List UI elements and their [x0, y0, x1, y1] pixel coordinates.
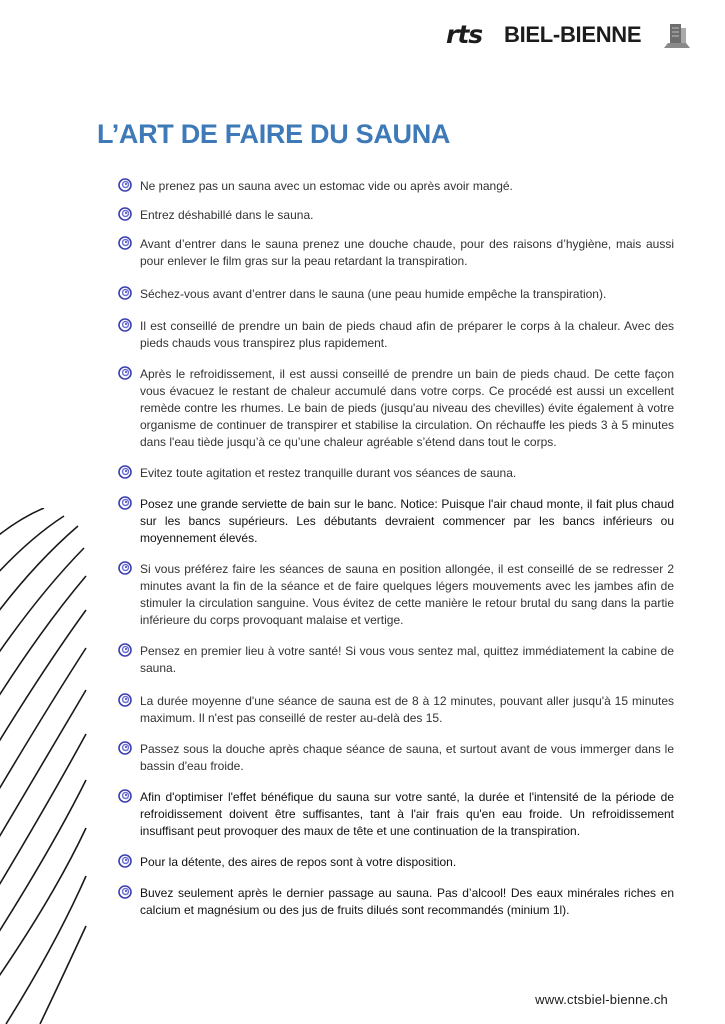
spiral-bullet-icon — [118, 885, 132, 899]
list-item — [118, 286, 674, 303]
spiral-bullet-icon — [118, 496, 132, 510]
spiral-bullet-icon — [118, 366, 132, 380]
list-item — [118, 561, 674, 629]
list-item — [118, 885, 674, 919]
list-item-text: Avant d’entrer dans le sauna prenez une douche chaude, pour des raisons d’hygiène, mais aussi pour enlever le film gras sur la peau retardant la transpiration. — [140, 237, 674, 268]
list-item-text: Il est conseillé de prendre un bain de pieds chaud afin de préparer le corps à la chaleur. Avec des pieds chauds vous transpirez plus rapidement. — [140, 319, 674, 350]
list-item-text: Si vous préférez faire les séances de sauna en position allongée, il est conseillé de se redresser 2 minutes avant la fin de la séance et de faire quelques légers mouvements avec les jambes afin de stimuler la circulation sanguine. Vous évitez de cette manière le retour brutal du sang dans la partie inférieure du corps provoquant malaise et vertige. — [140, 562, 674, 627]
list-item — [118, 741, 674, 775]
list-item-text: Posez une grande serviette de bain sur le banc. Notice: Puisque l'air chaud monte, il fait plus chaud sur les bancs supérieurs. Les débutants devraient commencer par les bancs inférieurs ou moyennement élevés. — [140, 497, 674, 545]
list-item-text: Evitez toute agitation et restez tranquille durant vos séances de sauna. — [140, 466, 517, 480]
list-item-text: Pensez en premier lieu à votre santé! Si vous vous sentez mal, quittez immédiatement la cabine de sauna. — [140, 644, 674, 675]
list-item-text: La durée moyenne d'une séance de sauna est de 8 à 12 minutes, pouvant aller jusqu'à 15 minutes maximum. Il n'est pas conseillé de rester au-delà des 15. — [140, 694, 674, 725]
list-item-text: Passez sous la douche après chaque séance de sauna, et surtout avant de vous immerger dans le bassin d'eau froide. — [140, 742, 674, 773]
list-item — [118, 236, 674, 270]
list-item-text: Après le refroidissement, il est aussi conseillé de prendre un bain de pieds chaud. De cette façon vous évacuez le restant de chaleur accumulé dans votre corps. Ce procédé est aussi un excellent remède contre les rhumes. Le bain de pieds (jusqu'au niveau des chevilles) évite également à votre organisme de continuer de transpirer et stabilise la circulation. On réchauffe les pieds 3 à 5 minutes dans l'eau tiède jusqu’à ce qu’une chaleur agréable s’étend dans tout le corps. — [140, 367, 674, 449]
list-item — [118, 854, 674, 871]
brand-logo — [446, 20, 706, 50]
spiral-bullet-icon — [118, 207, 132, 221]
list-item-text: Séchez-vous avant d’entrer dans le sauna (une peau humide empêche la transpiration). — [140, 287, 607, 301]
spiral-bullet-icon — [118, 854, 132, 868]
page-title: L’ART DE FAIRE DU SAUNA — [97, 119, 451, 149]
list-item — [118, 366, 674, 451]
advice-list — [118, 178, 674, 919]
spiral-bullet-icon — [118, 561, 132, 575]
building-icon — [662, 20, 692, 50]
spiral-bullet-icon — [118, 286, 132, 300]
spiral-bullet-icon — [118, 789, 132, 803]
list-item — [118, 789, 674, 840]
list-item — [118, 693, 674, 727]
decorative-curves — [0, 508, 90, 1024]
spiral-bullet-icon — [118, 236, 132, 250]
list-item-text: Buvez seulement après le dernier passage au sauna. Pas d’alcool! Des eaux minérales riches en calcium et magnésium ou des jus de fruits dilués sont recommandés (minium 1l). — [140, 886, 674, 917]
spiral-bullet-icon — [118, 465, 132, 479]
logo-name: BIEL-BIENNE — [504, 22, 642, 47]
list-item-text: Pour la détente, des aires de repos sont à votre disposition. — [140, 855, 457, 869]
list-item — [118, 207, 674, 224]
list-item — [118, 496, 674, 547]
list-item-text: Entrez déshabillé dans le sauna. — [140, 208, 314, 222]
spiral-bullet-icon — [118, 318, 132, 332]
spiral-bullet-icon — [118, 643, 132, 657]
spiral-bullet-icon — [118, 178, 132, 192]
list-item — [118, 643, 674, 677]
list-item — [118, 318, 674, 352]
logo-rts: rts — [446, 20, 483, 49]
spiral-bullet-icon — [118, 693, 132, 707]
list-item-text: Afin d'optimiser l'effet bénéfique du sauna sur votre santé, la durée et l'intensité de la période de refroidissement doivent être suffisantes, tant à l'air frais qu'en eau froide. Un refroidissement insuffisant peut provoquer des maux de tête et une continuation de la transpiration. — [140, 790, 674, 838]
list-item — [118, 465, 674, 482]
footer-url[interactable]: www.ctsbiel-bienne.ch — [535, 992, 668, 1007]
spiral-bullet-icon — [118, 741, 132, 755]
list-item-text: Ne prenez pas un sauna avec un estomac vide ou après avoir mangé. — [140, 179, 513, 193]
list-item — [118, 178, 674, 195]
